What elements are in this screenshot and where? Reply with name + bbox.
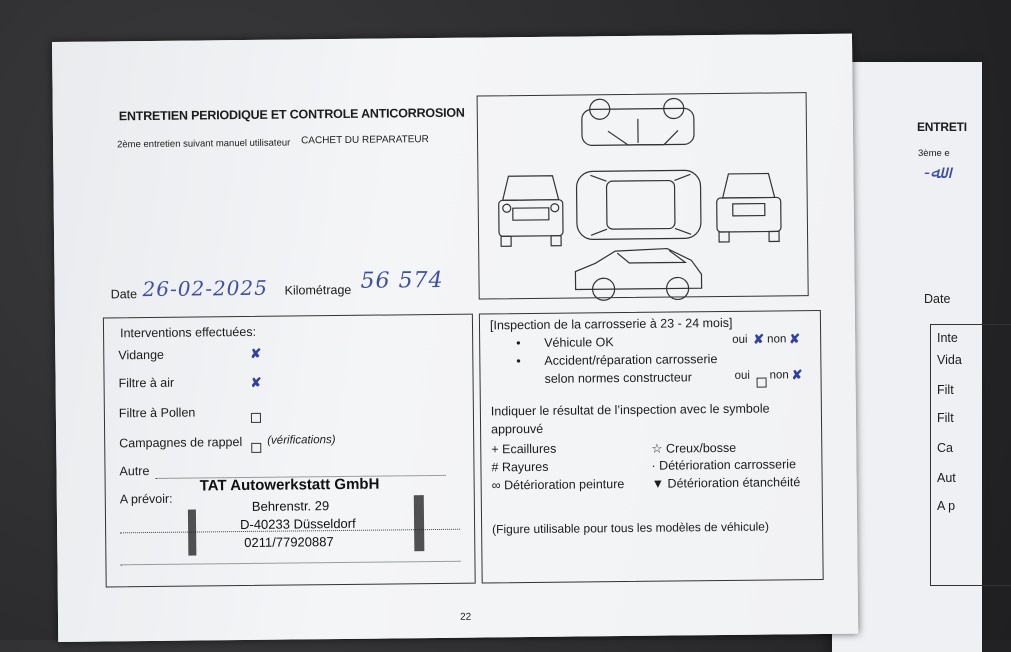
inspection-box bbox=[479, 310, 824, 584]
autre-label: Autre bbox=[119, 464, 149, 478]
next-row: Aut bbox=[937, 471, 956, 485]
km-label: Kilométrage bbox=[285, 283, 352, 298]
bullet: • bbox=[516, 336, 521, 350]
next-row: Vida bbox=[937, 353, 962, 367]
legend-item: ∞ Détérioration peinture bbox=[492, 477, 625, 492]
stamp-name: TAT Autowerkstatt GmbH bbox=[200, 476, 380, 495]
intervention-label: Filtre à Pollen bbox=[119, 406, 196, 421]
oui-label: oui bbox=[734, 370, 749, 382]
legend-item: # Rayures bbox=[491, 460, 548, 475]
car-front-view bbox=[498, 176, 563, 247]
checkbox-checked[interactable]: ✘ bbox=[789, 331, 800, 347]
checkbox-checked[interactable]: ✘ bbox=[250, 346, 261, 362]
intervention-label: Campagnes de rappel bbox=[119, 435, 242, 450]
km-value: 56 574 bbox=[360, 268, 443, 294]
interventions-box bbox=[103, 314, 476, 588]
next-page-handwriting: -ﷲ bbox=[924, 162, 941, 183]
legend-item: ☆ Creux/bosse bbox=[651, 440, 736, 456]
bullet: • bbox=[516, 354, 521, 368]
stamp-street: Behrenstr. 29 bbox=[252, 498, 329, 514]
page-title: ENTRETIEN PERIODIQUE ET CONTROLE ANTICORROSION bbox=[119, 106, 465, 124]
legend-item: ▼ Détérioration étanchéité bbox=[652, 475, 801, 491]
page-subtitle: 2ème entretien suivant manuel utilisateur bbox=[117, 138, 290, 151]
accident-label: Accident/réparation carrosserie bbox=[544, 352, 717, 368]
car-diagram bbox=[477, 92, 809, 299]
workshop-stamp bbox=[188, 473, 429, 566]
checkbox-checked[interactable]: ✘ bbox=[753, 332, 764, 348]
non-label: non bbox=[769, 369, 788, 381]
checkbox-checked[interactable]: ✘ bbox=[791, 367, 802, 383]
prevoir-label: A prévoir: bbox=[120, 492, 173, 507]
stamp-ink-bar bbox=[188, 510, 196, 556]
checkbox-empty[interactable] bbox=[757, 374, 767, 392]
checkbox-empty[interactable] bbox=[251, 409, 261, 427]
inspection-heading: [Inspection de la carrosserie à 23 - 24 mois] bbox=[490, 316, 733, 333]
page-number: 22 bbox=[460, 612, 471, 623]
checkbox-checked[interactable]: ✘ bbox=[250, 375, 261, 391]
stamp-city: D-40233 Düsseldorf bbox=[240, 516, 356, 532]
stamp-phone: 0211/77920887 bbox=[244, 534, 334, 550]
next-page-date-label: Date bbox=[924, 292, 950, 306]
date-label: Date bbox=[111, 287, 138, 301]
intervention-label: Vidange bbox=[118, 348, 164, 362]
next-row: Ca bbox=[937, 441, 953, 455]
stamp-caption: CACHET DU REPARATEUR bbox=[301, 134, 429, 146]
legend-item: + Ecaillures bbox=[491, 442, 556, 457]
non-label: non bbox=[767, 333, 786, 345]
next-page-subtitle: 3ème e bbox=[918, 148, 950, 159]
checkbox-empty[interactable] bbox=[251, 439, 261, 457]
indiquer-text-2: approuvé bbox=[491, 422, 543, 437]
next-row: Filt bbox=[937, 411, 954, 425]
indiquer-text: Indiquer le résultat de l’inspection avec le symbole bbox=[491, 402, 770, 419]
car-rear-view bbox=[716, 173, 781, 242]
recall-note: (vérifications) bbox=[267, 434, 336, 447]
interventions-heading: Interventions effectuées: bbox=[120, 325, 256, 340]
oui-label: oui bbox=[732, 334, 747, 346]
vehicule-ok-label: Véhicule OK bbox=[544, 335, 614, 350]
stamp-ink-bar bbox=[414, 495, 425, 551]
intervention-label: Filtre à air bbox=[119, 376, 175, 391]
date-value: 26-02-2025 bbox=[142, 276, 268, 301]
next-page-title: ENTRETI bbox=[917, 120, 967, 134]
next-page-box bbox=[930, 324, 1011, 586]
next-row: Inte bbox=[937, 331, 958, 345]
next-row: A p bbox=[937, 499, 955, 513]
accident-label-2: selon normes constructeur bbox=[544, 370, 691, 386]
inspection-footer: (Figure utilisable pour tous les modèles de véhicule) bbox=[492, 520, 769, 537]
next-row: Filt bbox=[937, 383, 954, 397]
legend-item: · Détérioration carrosserie bbox=[651, 457, 796, 473]
car-underside-view bbox=[582, 98, 694, 145]
booklet-page bbox=[52, 34, 858, 642]
car-top-view bbox=[576, 170, 701, 239]
car-views-illustration bbox=[478, 93, 808, 298]
car-side-view bbox=[575, 248, 702, 300]
